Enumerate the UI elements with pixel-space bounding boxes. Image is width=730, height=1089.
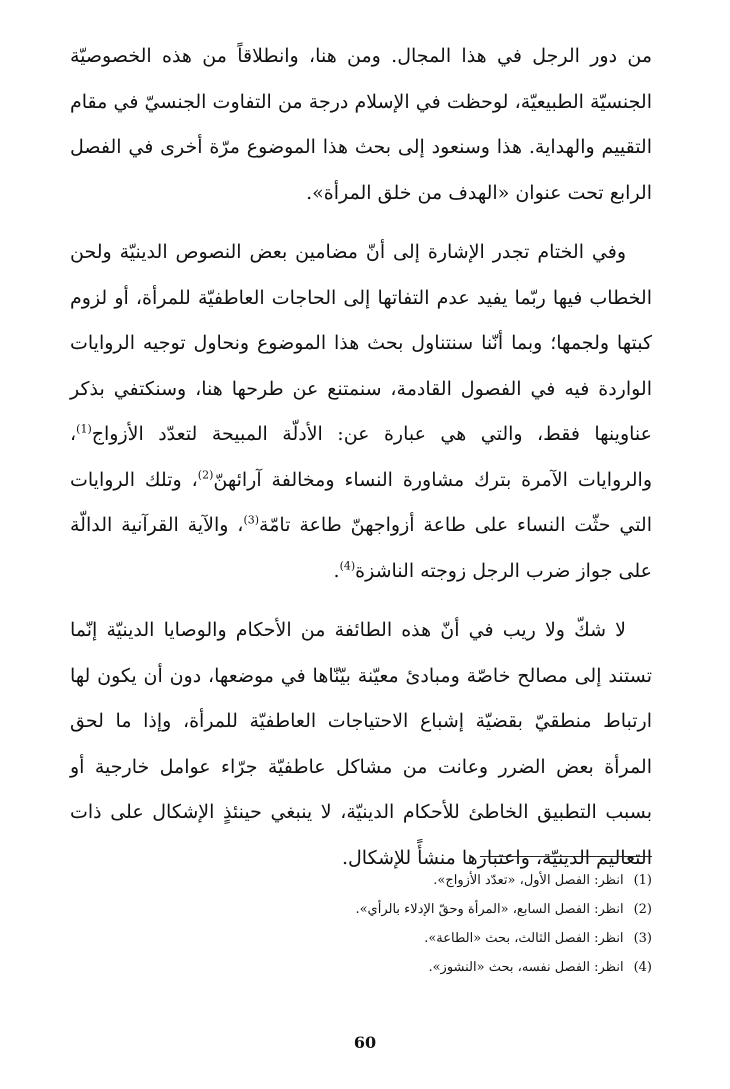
footnote-item (92, 866, 652, 895)
footnote-number: (2) (633, 902, 652, 917)
paragraph-1: من دور الرجل في هذا المجال. ومن هنا، وانطلاقاً من هذه الخصوصيّة الجنسيّة الطبيعيّة، لوحظت في الإسلام درجة من التفاوت الجنسيّ في مقام التقييم والهداية. هذا وسنعود إلى بحث هذا الموضوع مرّة أخرى في الفصل الرابع تحت عنوان «الهدف من خلق المرأة». (70, 45, 652, 204)
footnote-divider (480, 856, 652, 857)
paragraph-2-segment-5: . (333, 559, 340, 582)
page-number: 60 (353, 1033, 377, 1052)
footnote-item (92, 953, 652, 982)
page-body (70, 34, 652, 881)
paragraph-2-segment-2: ، والروايات الآمرة بترك مشاورة النساء ومخالفة آرائهنّ (70, 423, 652, 491)
footnote-text: انظر: الفصل الأول، «تعدّد الأزواج». (433, 873, 624, 888)
footnote-number: (3) (633, 931, 652, 946)
footnote-text: انظر: الفصل السابع، «المرأة وحقّ الإدلاء بالرأي». (355, 902, 624, 917)
paragraph-3: لا شكّ ولا ريب في أنّ هذه الطائفة من الأحكام والوصايا الدينيّة إنّما تستند إلى مصالح خاصّة ومبادئ معيّنة بيّنّاها في موضعها، دون أن يكون لها ارتباط منطقيّ بقضيّة إشباع الاحتياجات العاطفيّة للمرأة، وإذا ما لحق المرأة بعض الضرر وعانت من مشاكل عاطفيّة جرّاء عوامل خارجية أو بسبب التطبيق الخاطئ للأحكام الدينيّة، لا ينبغي حينئذٍ الإشكال على ذات التعاليم الدينيّة، واعتبارها منشأً للإشكال. (70, 619, 652, 869)
footnote-item (92, 924, 652, 953)
footnote-ref-1[interactable]: (1) (76, 422, 92, 436)
footnote-ref-2[interactable]: (2) (197, 468, 214, 482)
footnote-item (92, 895, 652, 924)
footnote-ref-4[interactable]: (4) (339, 559, 356, 573)
paragraph-2-segment-3: ، وتلك الروايات التي حثّت النساء على طاعة أزواجهنّ طاعة تامّة (70, 468, 653, 536)
footnote-text: انظر: الفصل الثالث، بحث «الطاعة». (424, 931, 624, 946)
footnotes-list (92, 866, 652, 982)
footnote-number: (4) (633, 960, 652, 975)
footnote-ref-3[interactable]: (3) (243, 513, 260, 527)
footnote-text: انظر: الفصل نفسه، بحث «النشوز». (428, 960, 624, 975)
paragraph-2-segment-4: ، والآية القرآنية الدالّة على جواز ضرب الرجل زوجته الناشزة (70, 514, 652, 582)
paragraph-2-segment-1: وفي الختام تجدر الإشارة إلى أنّ مضامين بعض النصوص الدينيّة ولحن الخطاب فيها ربّما يفيد عدم التفاتها إلى الحاجات العاطفيّة للمرأة، أو لزوم كبتها ولجمها؛ وبما أنّنا سنتناول بحث هذا الموضوع ونحاول توجيه الروايات الواردة فيه في الفصول القادمة، سنمتنع عن طرحها هنا، وسنكتفي بذكر عناوينها فقط، والتي هي عبارة عن: الأدلّة المبيحة لتعدّد الأزواج (70, 241, 652, 445)
paragraph-2 (70, 230, 652, 594)
footnote-number: (1) (633, 873, 652, 888)
